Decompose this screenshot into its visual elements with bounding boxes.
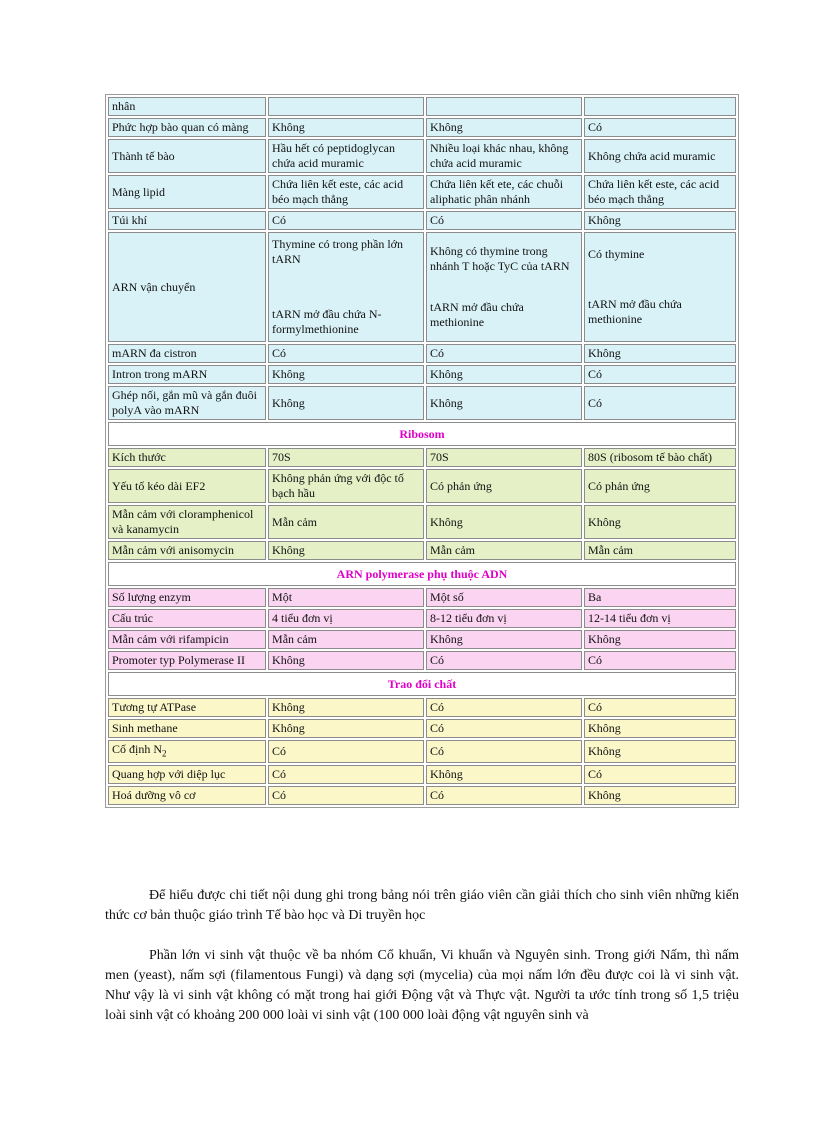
row-label: Số lượng enzym: [108, 588, 266, 607]
cell-bacteria: Một: [268, 588, 424, 607]
cell-bacteria: Chứa liên kết este, các acid béo mạch thẳng: [268, 175, 424, 209]
cell-bacteria: Có: [268, 740, 424, 763]
cell-archaea: Có: [426, 211, 582, 230]
cell-archaea: Không: [426, 365, 582, 384]
cell-eukarya: Chứa liên kết este, các acid béo mạch thẳng: [584, 175, 736, 209]
table-row: [108, 541, 736, 560]
cell-eukarya: Không chứa acid muramic: [584, 139, 736, 173]
table-row: [108, 719, 736, 738]
cell-archaea: Không: [426, 505, 582, 539]
row-label: Thành tế bào: [108, 139, 266, 173]
cell-text-top: Không có thymine trong nhánh T hoặc TyC của tARN: [430, 244, 570, 273]
row-label: Tương tự ATPase: [108, 698, 266, 717]
row-label: mARN đa cistron: [108, 344, 266, 363]
row-label: Quang hợp với diệp lục: [108, 765, 266, 784]
comparison-table: [105, 94, 739, 808]
table-row: [108, 469, 736, 503]
cell-bacteria: Có: [268, 211, 424, 230]
cell-bacteria: Có: [268, 786, 424, 805]
table-row: [108, 698, 736, 717]
row-label: Promoter typ Polymerase II: [108, 651, 266, 670]
cell-eukarya: Có: [584, 698, 736, 717]
table-row: [108, 786, 736, 805]
row-label: nhân: [108, 97, 266, 116]
cell-eukarya: Mẫn cảm: [584, 541, 736, 560]
cell-archaea: [426, 97, 582, 116]
cell-bacteria: 70S: [268, 448, 424, 467]
row-label: [108, 740, 266, 763]
cell-archaea: Chứa liên kết ete, các chuỗi aliphatic phân nhánh: [426, 175, 582, 209]
cell-bacteria: Không: [268, 365, 424, 384]
table-row: [108, 740, 736, 763]
row-label: Intron trong mARN: [108, 365, 266, 384]
cell-archaea: Không: [426, 630, 582, 649]
cell-archaea: [426, 232, 582, 342]
section-heading-metabolism: Trao đổi chất: [108, 672, 736, 696]
cell-eukarya: Có: [584, 765, 736, 784]
cell-eukarya: Không: [584, 786, 736, 805]
cell-archaea: Không: [426, 118, 582, 137]
pink-section: [108, 562, 736, 670]
cell-eukarya: Có: [584, 651, 736, 670]
table-row: [108, 630, 736, 649]
cell-archaea: Có phản ứng: [426, 469, 582, 503]
paragraph: Phần lớn vi sinh vật thuộc về ba nhóm Cổ khuẩn, Vi khuẩn và Nguyên sinh. Trong giới Nấm, thì nấm men (yeast), nấm sợi (filamentous Fungi) và dạng sợi (mycelia) của mọi nấm lớn đều được coi là vi sinh vật. Như vậy là vi sinh vật không có mặt trong hai giới Động vật và Thực vật. Người ta ước tính trong số 1,5 triệu loài sinh vật có khoảng 200 000 loài vi sinh vật (100 000 loài động vật nguyên sinh và: [105, 948, 739, 1023]
cell-text-top: Thymine có trong phần lớn tARN: [272, 237, 404, 266]
cell-bacteria: Không: [268, 698, 424, 717]
cell-eukarya: [584, 232, 736, 342]
section-heading-ribosom: Ribosom: [108, 422, 736, 446]
cell-eukarya: Có: [584, 118, 736, 137]
cell-eukarya: 12-14 tiểu đơn vị: [584, 609, 736, 628]
row-label: Sinh methane: [108, 719, 266, 738]
row-label: Ghép nối, gắn mũ và gắn đuôi polyA vào mARN: [108, 386, 266, 420]
cell-eukarya: Có: [584, 365, 736, 384]
cell-archaea: Có: [426, 786, 582, 805]
table-row: [108, 505, 736, 539]
table-row: [108, 344, 736, 363]
cell-bacteria: Không: [268, 719, 424, 738]
cell-bacteria: Mẫn cảm: [268, 505, 424, 539]
table-row: [108, 139, 736, 173]
table-row-trna: [108, 232, 736, 342]
cell-eukarya: Không: [584, 740, 736, 763]
cell-eukarya: Có: [584, 386, 736, 420]
cell-eukarya: Không: [584, 630, 736, 649]
cell-eukarya: [584, 97, 736, 116]
cell-eukarya: Không: [584, 505, 736, 539]
row-label: Hoá dưỡng vô cơ: [108, 786, 266, 805]
row-label: Yếu tố kéo dài EF2: [108, 469, 266, 503]
row-label: Mẫn cảm với anisomycin: [108, 541, 266, 560]
table-row: [108, 609, 736, 628]
cell-eukarya: Không: [584, 211, 736, 230]
section-heading-rna-polymerase: ARN polymerase phụ thuộc ADN: [108, 562, 736, 586]
row-label: Kích thước: [108, 448, 266, 467]
row-label: Mẫn cảm với cloramphenicol và kanamycin: [108, 505, 266, 539]
cell-archaea: Có: [426, 719, 582, 738]
cell-archaea: Không: [426, 765, 582, 784]
cell-bacteria: Có: [268, 344, 424, 363]
yellow-section: [108, 672, 736, 805]
cell-text-bottom: tARN mở đầu chứa methionine: [430, 300, 524, 329]
cell-bacteria: [268, 97, 424, 116]
paragraph: Để hiểu được chi tiết nội dung ghi trong bảng nói trên giáo viên cần giải thích cho sinh viên những kiến thức cơ bản thuộc giáo trình Tế bào học và Di truyền học: [105, 888, 739, 923]
row-label-text: Cố định N: [112, 742, 163, 756]
cell-archaea: Mẫn cảm: [426, 541, 582, 560]
row-label: Cấu trúc: [108, 609, 266, 628]
cell-text-bottom: tARN mở đầu chứa methionine: [588, 297, 682, 326]
table-row: [108, 365, 736, 384]
body-text: [105, 886, 739, 1046]
cell-bacteria: Không: [268, 651, 424, 670]
cell-archaea: Có: [426, 651, 582, 670]
cell-archaea: Không: [426, 386, 582, 420]
cell-archaea: 8-12 tiểu đơn vị: [426, 609, 582, 628]
table-row: [108, 765, 736, 784]
subscript: 2: [162, 748, 167, 759]
cell-text-bottom: tARN mở đầu chứa N-formylmethionine: [272, 307, 382, 336]
cell-eukarya: 80S (ribosom tế bào chất): [584, 448, 736, 467]
row-label: ARN vận chuyển: [108, 232, 266, 342]
cell-archaea: Có: [426, 698, 582, 717]
cell-bacteria: Không phản ứng với độc tố bạch hầu: [268, 469, 424, 503]
cell-eukarya: Không: [584, 719, 736, 738]
table-row: [108, 588, 736, 607]
cell-eukarya: Ba: [584, 588, 736, 607]
cell-archaea: Nhiều loại khác nhau, không chứa acid muramic: [426, 139, 582, 173]
cell-bacteria: Có: [268, 765, 424, 784]
row-label: Túi khí: [108, 211, 266, 230]
cell-bacteria: 4 tiểu đơn vị: [268, 609, 424, 628]
green-section: [108, 422, 736, 560]
cell-bacteria: [268, 232, 424, 342]
table-row: [108, 448, 736, 467]
table-row: [108, 97, 736, 116]
table-row: [108, 175, 736, 209]
blue-section-upper: [108, 97, 736, 420]
table-row: [108, 211, 736, 230]
cell-eukarya: Không: [584, 344, 736, 363]
row-label: Mẫn cảm với rifampicin: [108, 630, 266, 649]
row-label: Phức hợp bào quan có màng: [108, 118, 266, 137]
cell-bacteria: Không: [268, 541, 424, 560]
cell-bacteria: Không: [268, 386, 424, 420]
cell-bacteria: Mẫn cảm: [268, 630, 424, 649]
cell-archaea: Có: [426, 344, 582, 363]
table-row: [108, 118, 736, 137]
cell-text-top: Có thymine: [588, 247, 645, 261]
table-row: [108, 386, 736, 420]
cell-eukarya: Có phản ứng: [584, 469, 736, 503]
row-label: Màng lipid: [108, 175, 266, 209]
cell-bacteria: Không: [268, 118, 424, 137]
table-row: [108, 651, 736, 670]
cell-archaea: 70S: [426, 448, 582, 467]
cell-archaea: Có: [426, 740, 582, 763]
cell-archaea: Một số: [426, 588, 582, 607]
comparison-table-wrapper: [105, 94, 739, 808]
cell-bacteria: Hầu hết có peptidoglycan chứa acid muramic: [268, 139, 424, 173]
